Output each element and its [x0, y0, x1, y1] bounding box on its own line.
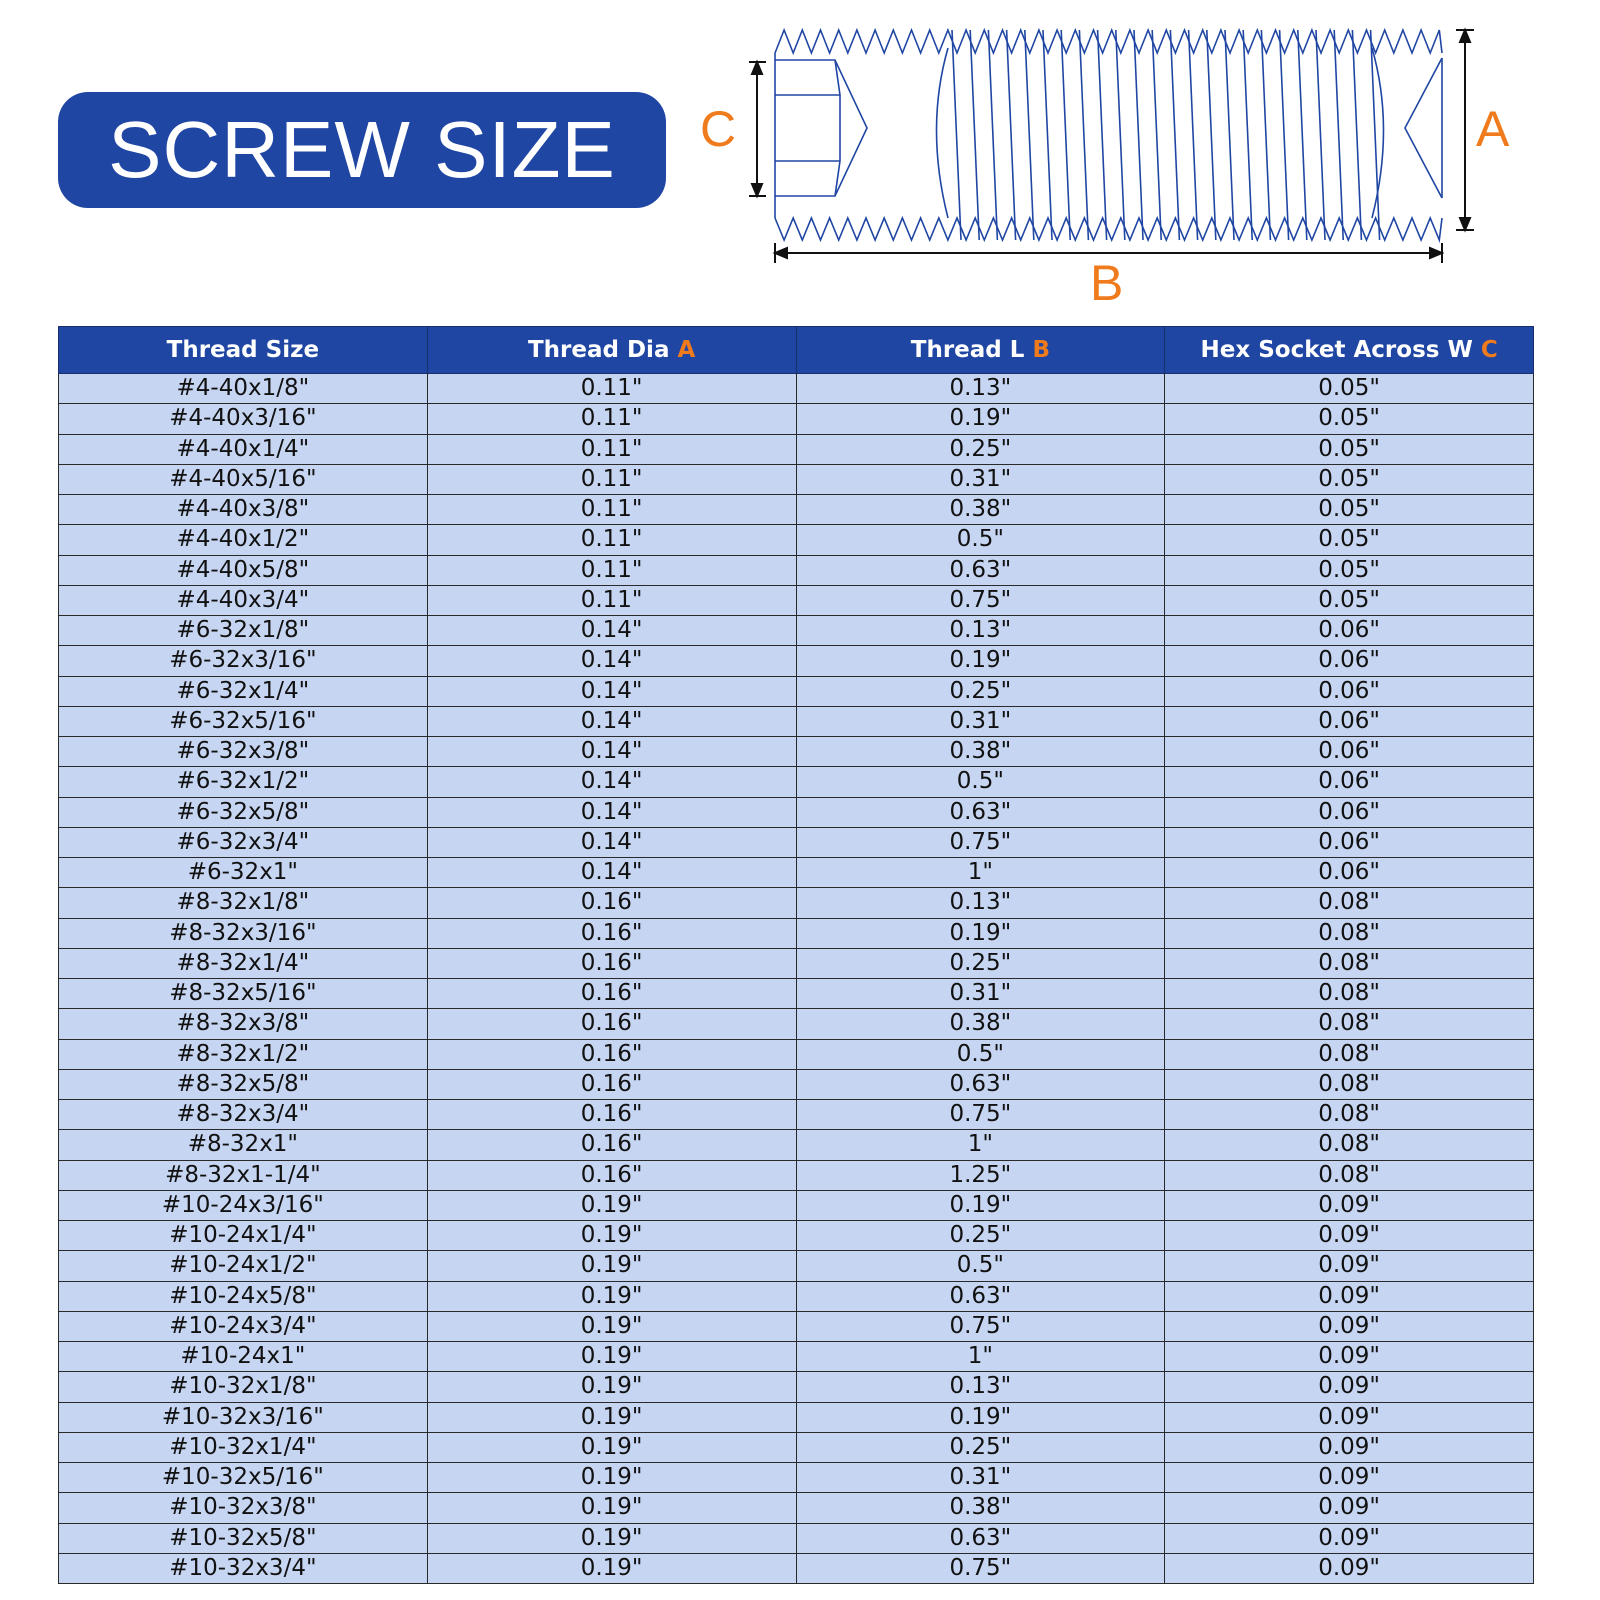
table-row	[59, 1463, 1534, 1493]
header-hex-socket-width: Hex Socket Across W C	[1165, 327, 1534, 374]
table-row	[59, 1311, 1534, 1341]
cell-thread-length: 0.31"	[796, 1463, 1165, 1493]
table-header-row	[59, 327, 1534, 374]
thread-line	[1098, 30, 1107, 240]
cell-thread-size: #8-32x1/2"	[59, 1039, 428, 1069]
cell-hex-socket-width: 0.09"	[1165, 1523, 1534, 1553]
table-row	[59, 404, 1534, 434]
cell-thread-length: 0.25"	[796, 1432, 1165, 1462]
table-row	[59, 1523, 1534, 1553]
cell-hex-socket-width: 0.09"	[1165, 1493, 1534, 1523]
cell-hex-socket-width: 0.05"	[1165, 585, 1534, 615]
table-row	[59, 1190, 1534, 1220]
thread-line	[1298, 30, 1307, 240]
cell-thread-dia: 0.19"	[427, 1493, 796, 1523]
cell-thread-dia: 0.19"	[427, 1463, 796, 1493]
cell-hex-socket-width: 0.08"	[1165, 1100, 1534, 1130]
cell-hex-socket-width: 0.08"	[1165, 948, 1534, 978]
thread-line	[952, 30, 961, 240]
table-row	[59, 948, 1534, 978]
cell-thread-size: #10-24x1/4"	[59, 1221, 428, 1251]
cell-hex-socket-width: 0.05"	[1165, 525, 1534, 555]
cell-hex-socket-width: 0.06"	[1165, 767, 1534, 797]
cell-hex-socket-width: 0.09"	[1165, 1281, 1534, 1311]
cell-thread-size: #10-24x3/4"	[59, 1311, 428, 1341]
cell-thread-length: 0.13"	[796, 616, 1165, 646]
cell-hex-socket-width: 0.08"	[1165, 1130, 1534, 1160]
table-row	[59, 979, 1534, 1009]
cell-thread-length: 0.38"	[796, 1009, 1165, 1039]
thread-line	[1316, 30, 1325, 240]
thread-line	[1352, 30, 1361, 240]
screw-size-table	[58, 326, 1534, 1584]
cell-thread-dia: 0.19"	[427, 1553, 796, 1583]
cell-thread-length: 0.19"	[796, 918, 1165, 948]
cell-hex-socket-width: 0.06"	[1165, 797, 1534, 827]
cell-thread-size: #10-32x3/16"	[59, 1402, 428, 1432]
cell-hex-socket-width: 0.08"	[1165, 918, 1534, 948]
cell-thread-length: 0.38"	[796, 495, 1165, 525]
cell-thread-length: 0.19"	[796, 404, 1165, 434]
cell-thread-length: 0.25"	[796, 948, 1165, 978]
thread-line	[970, 30, 979, 240]
cell-thread-length: 0.31"	[796, 979, 1165, 1009]
cell-thread-size: #10-24x3/16"	[59, 1190, 428, 1220]
screw-diagram	[700, 18, 1560, 318]
cell-hex-socket-width: 0.06"	[1165, 646, 1534, 676]
cell-thread-dia: 0.14"	[427, 737, 796, 767]
cell-thread-size: #8-32x3/8"	[59, 1009, 428, 1039]
table-row	[59, 1281, 1534, 1311]
cell-thread-size: #6-32x5/16"	[59, 706, 428, 736]
cell-thread-size: #10-32x5/16"	[59, 1463, 428, 1493]
cell-thread-dia: 0.11"	[427, 525, 796, 555]
cell-thread-length: 0.63"	[796, 555, 1165, 585]
cell-thread-dia: 0.19"	[427, 1311, 796, 1341]
cell-thread-length: 0.25"	[796, 1221, 1165, 1251]
cell-thread-dia: 0.16"	[427, 1009, 796, 1039]
cell-thread-dia: 0.11"	[427, 374, 796, 404]
cell-thread-length: 0.19"	[796, 1402, 1165, 1432]
cell-thread-length: 0.63"	[796, 1069, 1165, 1099]
table-row	[59, 676, 1534, 706]
cell-hex-socket-width: 0.08"	[1165, 979, 1534, 1009]
cell-thread-size: #6-32x1"	[59, 858, 428, 888]
cell-thread-size: #4-40x3/4"	[59, 585, 428, 615]
cell-thread-length: 0.19"	[796, 1190, 1165, 1220]
cell-thread-size: #10-32x1/8"	[59, 1372, 428, 1402]
cell-thread-length: 1"	[796, 1130, 1165, 1160]
cell-hex-socket-width: 0.09"	[1165, 1553, 1534, 1583]
cell-thread-length: 0.19"	[796, 646, 1165, 676]
title-banner	[58, 92, 666, 208]
screw-size-table-container	[58, 326, 1534, 1584]
cell-thread-size: #4-40x1/4"	[59, 434, 428, 464]
cell-thread-length: 0.13"	[796, 888, 1165, 918]
cell-thread-size: #6-32x1/4"	[59, 676, 428, 706]
hex-socket-outline	[775, 60, 867, 196]
page-title: SCREW SIZE	[108, 105, 616, 194]
dimension-a	[1456, 30, 1474, 230]
dimension-c	[749, 62, 766, 196]
cell-thread-dia: 0.16"	[427, 948, 796, 978]
table-row	[59, 1130, 1534, 1160]
thread-line	[1243, 30, 1252, 240]
table-row	[59, 374, 1534, 404]
cell-thread-size: #8-32x3/16"	[59, 918, 428, 948]
table-row	[59, 706, 1534, 736]
thread-line	[1134, 30, 1143, 240]
cell-thread-dia: 0.14"	[427, 858, 796, 888]
cell-thread-size: #10-32x1/4"	[59, 1432, 428, 1462]
cell-thread-length: 0.63"	[796, 797, 1165, 827]
cell-hex-socket-width: 0.08"	[1165, 1160, 1534, 1190]
label-b: B	[1090, 255, 1124, 311]
cell-thread-dia: 0.16"	[427, 1039, 796, 1069]
cell-thread-dia: 0.11"	[427, 404, 796, 434]
thread-line	[1007, 30, 1016, 240]
cell-thread-dia: 0.16"	[427, 1130, 796, 1160]
cell-thread-size: #8-32x5/8"	[59, 1069, 428, 1099]
thread-line	[1079, 30, 1088, 240]
cell-thread-dia: 0.16"	[427, 1069, 796, 1099]
cell-thread-size: #10-32x3/8"	[59, 1493, 428, 1523]
cell-thread-dia: 0.19"	[427, 1281, 796, 1311]
cell-hex-socket-width: 0.09"	[1165, 1402, 1534, 1432]
cell-thread-length: 0.25"	[796, 434, 1165, 464]
cell-thread-dia: 0.14"	[427, 676, 796, 706]
table-row	[59, 1069, 1534, 1099]
thread-line	[1025, 30, 1034, 240]
table-row	[59, 1342, 1534, 1372]
cell-thread-dia: 0.19"	[427, 1523, 796, 1553]
top-thread-outline	[775, 30, 1442, 53]
cell-thread-length: 0.63"	[796, 1523, 1165, 1553]
table-row	[59, 1493, 1534, 1523]
cell-thread-size: #4-40x3/8"	[59, 495, 428, 525]
cell-thread-length: 0.31"	[796, 464, 1165, 494]
cell-hex-socket-width: 0.08"	[1165, 888, 1534, 918]
thread-line	[1152, 30, 1161, 240]
cell-thread-dia: 0.11"	[427, 464, 796, 494]
cell-thread-size: #4-40x1/8"	[59, 374, 428, 404]
cell-hex-socket-width: 0.05"	[1165, 404, 1534, 434]
cell-thread-dia: 0.19"	[427, 1190, 796, 1220]
cell-thread-dia: 0.14"	[427, 706, 796, 736]
table-row	[59, 1100, 1534, 1130]
table-row	[59, 767, 1534, 797]
cell-hex-socket-width: 0.09"	[1165, 1221, 1534, 1251]
cell-thread-length: 0.5"	[796, 1039, 1165, 1069]
table-row	[59, 1251, 1534, 1281]
thread-line	[1225, 30, 1234, 240]
cell-thread-size: #6-32x1/8"	[59, 616, 428, 646]
table-row	[59, 525, 1534, 555]
thread-line	[1116, 30, 1125, 240]
table-row	[59, 555, 1534, 585]
cell-thread-size: #8-32x1/8"	[59, 888, 428, 918]
cell-thread-size: #4-40x1/2"	[59, 525, 428, 555]
table-row	[59, 827, 1534, 857]
thread-line	[988, 30, 997, 240]
cell-thread-length: 1.25"	[796, 1160, 1165, 1190]
cell-thread-length: 0.13"	[796, 374, 1165, 404]
cell-thread-size: #8-32x3/4"	[59, 1100, 428, 1130]
cell-thread-length: 0.13"	[796, 1372, 1165, 1402]
cell-hex-socket-width: 0.09"	[1165, 1342, 1534, 1372]
cell-thread-length: 0.25"	[796, 676, 1165, 706]
thread-line	[1170, 30, 1179, 240]
header-thread-dia: Thread Dia A	[427, 327, 796, 374]
header-thread-length: Thread L B	[796, 327, 1165, 374]
cell-thread-length: 1"	[796, 1342, 1165, 1372]
cell-hex-socket-width: 0.09"	[1165, 1251, 1534, 1281]
cell-thread-length: 0.38"	[796, 737, 1165, 767]
cell-hex-socket-width: 0.05"	[1165, 495, 1534, 525]
cell-thread-size: #10-32x5/8"	[59, 1523, 428, 1553]
cell-thread-dia: 0.14"	[427, 797, 796, 827]
cell-hex-socket-width: 0.05"	[1165, 464, 1534, 494]
cell-thread-dia: 0.16"	[427, 979, 796, 1009]
cell-hex-socket-width: 0.09"	[1165, 1432, 1534, 1462]
table-row	[59, 888, 1534, 918]
cell-thread-length: 0.38"	[796, 1493, 1165, 1523]
cell-thread-size: #6-32x3/8"	[59, 737, 428, 767]
cell-thread-dia: 0.19"	[427, 1432, 796, 1462]
header-thread-size: Thread Size	[59, 327, 428, 374]
label-a: A	[1476, 101, 1510, 157]
table-row	[59, 1039, 1534, 1069]
cell-hex-socket-width: 0.09"	[1165, 1311, 1534, 1341]
cell-thread-dia: 0.14"	[427, 616, 796, 646]
table-row	[59, 797, 1534, 827]
cell-thread-size: #10-24x1"	[59, 1342, 428, 1372]
cell-hex-socket-width: 0.06"	[1165, 676, 1534, 706]
cell-thread-size: #8-32x1-1/4"	[59, 1160, 428, 1190]
cell-thread-length: 0.75"	[796, 1553, 1165, 1583]
cell-hex-socket-width: 0.09"	[1165, 1463, 1534, 1493]
cell-hex-socket-width: 0.08"	[1165, 1039, 1534, 1069]
cell-thread-dia: 0.14"	[427, 827, 796, 857]
cell-thread-size: #10-24x1/2"	[59, 1251, 428, 1281]
cell-thread-length: 0.63"	[796, 1281, 1165, 1311]
cell-hex-socket-width: 0.08"	[1165, 1009, 1534, 1039]
cell-hex-socket-width: 0.09"	[1165, 1372, 1534, 1402]
cell-thread-size: #6-32x1/2"	[59, 767, 428, 797]
cell-thread-size: #4-40x5/8"	[59, 555, 428, 585]
cell-thread-length: 1"	[796, 858, 1165, 888]
cell-hex-socket-width: 0.06"	[1165, 737, 1534, 767]
cell-thread-dia: 0.16"	[427, 888, 796, 918]
cell-thread-dia: 0.11"	[427, 585, 796, 615]
cell-thread-dia: 0.16"	[427, 1160, 796, 1190]
thread-line	[1189, 30, 1198, 240]
label-c: C	[700, 101, 737, 157]
cell-thread-size: #4-40x3/16"	[59, 404, 428, 434]
cell-thread-dia: 0.16"	[427, 1100, 796, 1130]
cell-hex-socket-width: 0.06"	[1165, 858, 1534, 888]
cell-thread-length: 0.5"	[796, 525, 1165, 555]
cell-thread-length: 0.5"	[796, 767, 1165, 797]
cell-thread-length: 0.75"	[796, 1100, 1165, 1130]
cell-hex-socket-width: 0.06"	[1165, 706, 1534, 736]
table-row	[59, 1432, 1534, 1462]
table-row	[59, 464, 1534, 494]
cell-thread-dia: 0.14"	[427, 646, 796, 676]
cell-thread-length: 0.75"	[796, 1311, 1165, 1341]
cell-thread-dia: 0.19"	[427, 1251, 796, 1281]
thread-lines	[952, 30, 1380, 240]
thread-line	[1043, 30, 1052, 240]
cell-thread-size: #4-40x5/16"	[59, 464, 428, 494]
thread-line	[1061, 30, 1070, 240]
cell-thread-dia: 0.11"	[427, 434, 796, 464]
table-row	[59, 585, 1534, 615]
cell-hex-socket-width: 0.05"	[1165, 434, 1534, 464]
thread-line	[1207, 30, 1216, 240]
table-row	[59, 495, 1534, 525]
cell-thread-size: #6-32x3/4"	[59, 827, 428, 857]
table-row	[59, 737, 1534, 767]
thread-line	[1280, 30, 1289, 240]
cell-hex-socket-width: 0.05"	[1165, 555, 1534, 585]
cell-thread-size: #8-32x1/4"	[59, 948, 428, 978]
table-row	[59, 1553, 1534, 1583]
cell-hex-socket-width: 0.08"	[1165, 1069, 1534, 1099]
cell-thread-dia: 0.19"	[427, 1221, 796, 1251]
table-row	[59, 1160, 1534, 1190]
cell-thread-length: 0.75"	[796, 827, 1165, 857]
cell-thread-size: #8-32x5/16"	[59, 979, 428, 1009]
cell-thread-dia: 0.16"	[427, 918, 796, 948]
table-row	[59, 858, 1534, 888]
cell-thread-size: #6-32x3/16"	[59, 646, 428, 676]
table-row	[59, 918, 1534, 948]
cell-thread-dia: 0.19"	[427, 1372, 796, 1402]
table-row	[59, 616, 1534, 646]
table-body	[59, 374, 1534, 1584]
cell-thread-dia: 0.11"	[427, 495, 796, 525]
cell-thread-size: #6-32x5/8"	[59, 797, 428, 827]
cell-hex-socket-width: 0.06"	[1165, 616, 1534, 646]
table-row	[59, 1402, 1534, 1432]
cell-hex-socket-width: 0.06"	[1165, 827, 1534, 857]
table-row	[59, 434, 1534, 464]
cell-thread-length: 0.5"	[796, 1251, 1165, 1281]
cell-thread-length: 0.31"	[796, 706, 1165, 736]
thread-line	[1261, 30, 1270, 240]
cell-hex-socket-width: 0.05"	[1165, 374, 1534, 404]
cell-thread-size: #10-32x3/4"	[59, 1553, 428, 1583]
cell-thread-dia: 0.11"	[427, 555, 796, 585]
cell-thread-length: 0.75"	[796, 585, 1165, 615]
table-row	[59, 1009, 1534, 1039]
cell-hex-socket-width: 0.09"	[1165, 1190, 1534, 1220]
cell-thread-dia: 0.19"	[427, 1402, 796, 1432]
cell-thread-dia: 0.19"	[427, 1342, 796, 1372]
cell-thread-size: #10-24x5/8"	[59, 1281, 428, 1311]
table-row	[59, 1372, 1534, 1402]
table-row	[59, 1221, 1534, 1251]
cell-thread-dia: 0.14"	[427, 767, 796, 797]
thread-line	[1334, 30, 1343, 240]
table-row	[59, 646, 1534, 676]
cell-thread-size: #8-32x1"	[59, 1130, 428, 1160]
